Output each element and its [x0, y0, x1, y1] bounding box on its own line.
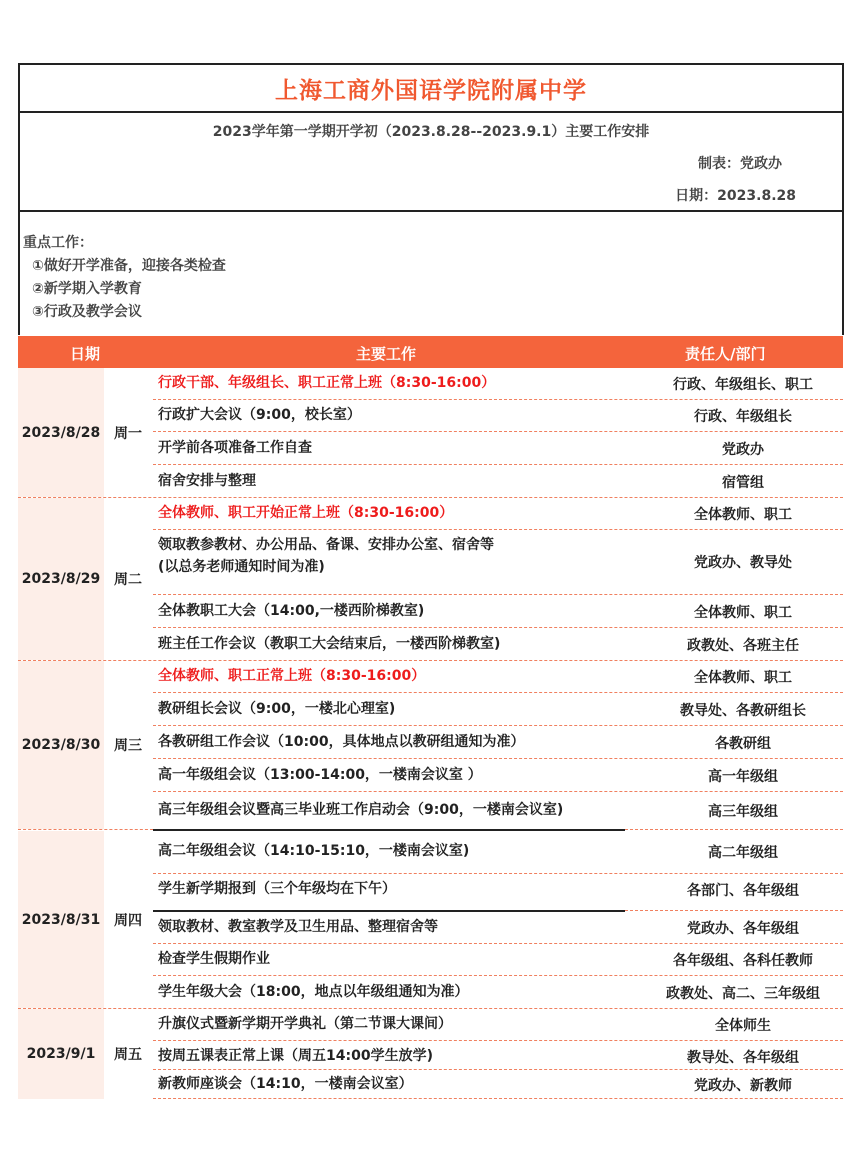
date-cell: 2023/8/28 [18, 368, 104, 497]
task-text: 按周五课表正常上课（周五14:00学生放学) [158, 1048, 433, 1064]
table-header [18, 336, 843, 368]
resp-text: 各教研组 [715, 736, 771, 752]
resp-text: 高三年级组 [708, 804, 778, 820]
date-cell: 2023/9/1 [18, 1009, 104, 1099]
task-text: 教研组长会议（9:00，一楼北心理室) [158, 701, 396, 717]
resp-text: 政教处、高二、三年级组 [666, 986, 820, 1002]
info-box [18, 113, 844, 212]
title-box [18, 63, 844, 113]
weekday-cell: 周四 [114, 912, 142, 929]
resp-text: 教导处、各教研组长 [680, 703, 806, 719]
task-text: 高一年级组会议（13:00-14:00，一楼南会议室 ） [158, 767, 482, 783]
page-title: 上海工商外国语学院附属中学 [275, 77, 587, 104]
task-text: 宿舍安排与整理 [158, 473, 256, 489]
task-text: 高三年级组会议暨高三毕业班工作启动会（9:00，一楼南会议室) [158, 802, 564, 818]
resp-text: 政教处、各班主任 [687, 638, 799, 654]
date-cell: 2023/8/29 [18, 498, 104, 660]
maker-label: 制表：党政办 [698, 156, 782, 172]
task-text: 领取教参教材、办公用品、备课、安排办公室、宿舍等 [158, 537, 494, 553]
resp-text: 各年级组、各科任教师 [673, 953, 813, 969]
resp-text: 党政办、各年级组 [687, 921, 799, 937]
resp-text: 全体教师、职工 [694, 605, 792, 621]
task-text: 全体教师、职工正常上班（8:30-16:00） [158, 668, 426, 684]
task-text: 学生新学期报到（三个年级均在下午） [158, 881, 396, 897]
weekday-cell: 周三 [114, 738, 142, 754]
task-text: 升旗仪式暨新学期开学典礼（第二节课大课间） [158, 1016, 452, 1032]
document-header [18, 63, 844, 335]
task-text: 行政扩大会议（9:00，校长室） [158, 407, 361, 423]
header-work: 主要工作 [356, 345, 417, 363]
header-date: 日期 [70, 345, 101, 363]
resp-text: 党政办、新教师 [694, 1078, 792, 1094]
weekday-cell: 周二 [114, 572, 142, 588]
task-text-note: (以总务老师通知时间为准) [158, 559, 325, 575]
resp-text: 党政办 [722, 442, 764, 458]
date-label: 日期：2023.8.28 [675, 188, 796, 204]
task-text: 全体教职工大会（14:00,一楼西阶梯教室) [158, 603, 425, 619]
header-resp: 责任人/部门 [685, 345, 766, 363]
resp-text: 各部门、各年级组 [687, 883, 799, 899]
focus-item: ②新学期入学教育 [32, 281, 142, 297]
weekday-cell: 周五 [114, 1047, 142, 1063]
focus-section [18, 212, 844, 335]
focus-title: 重点工作： [23, 235, 93, 251]
schedule-subtitle: 2023学年第一学期开学初（2023.8.28--2023.9.1）主要工作安排 [212, 124, 650, 140]
task-text: 新教师座谈会（14:10，一楼南会议室） [158, 1076, 413, 1092]
resp-text: 全体师生 [715, 1018, 771, 1034]
task-text: 行政干部、年级组长、职工正常上班（8:30-16:00） [158, 375, 496, 391]
task-text: 开学前各项准备工作自查 [158, 440, 312, 456]
weekday-cell: 周一 [114, 425, 142, 442]
resp-text: 行政、年级组长 [694, 409, 792, 425]
task-text: 全体教师、职工开始正常上班（8:30-16:00） [158, 505, 454, 521]
task-text: 高二年级组会议（14:10-15:10，一楼南会议室) [158, 843, 470, 859]
task-text: 各教研组工作会议（10:00，具体地点以教研组通知为准） [158, 734, 525, 750]
resp-text: 全体教师、职工 [694, 507, 792, 523]
resp-text: 全体教师、职工 [694, 670, 792, 686]
resp-text: 党政办、教导处 [694, 555, 792, 571]
resp-text: 宿管组 [722, 475, 764, 491]
resp-text: 高一年级组 [708, 769, 778, 785]
date-cell: 2023/8/30 [18, 661, 104, 829]
date-cell: 2023/8/31 [18, 831, 104, 1008]
resp-text: 行政、年级组长、职工 [673, 377, 813, 393]
focus-item: ①做好开学准备，迎接各类检查 [32, 258, 226, 274]
task-text: 领取教材、教室教学及卫生用品、整理宿舍等 [158, 919, 438, 935]
task-text: 检查学生假期作业 [158, 951, 270, 967]
focus-item: ③行政及教学会议 [32, 304, 142, 320]
resp-text: 教导处、各年级组 [687, 1050, 799, 1066]
task-text: 学生年级大会（18:00，地点以年级组通知为准） [158, 984, 469, 1000]
resp-text: 高二年级组 [708, 845, 778, 861]
task-text: 班主任工作会议（教职工大会结束后，一楼西阶梯教室) [158, 636, 501, 652]
